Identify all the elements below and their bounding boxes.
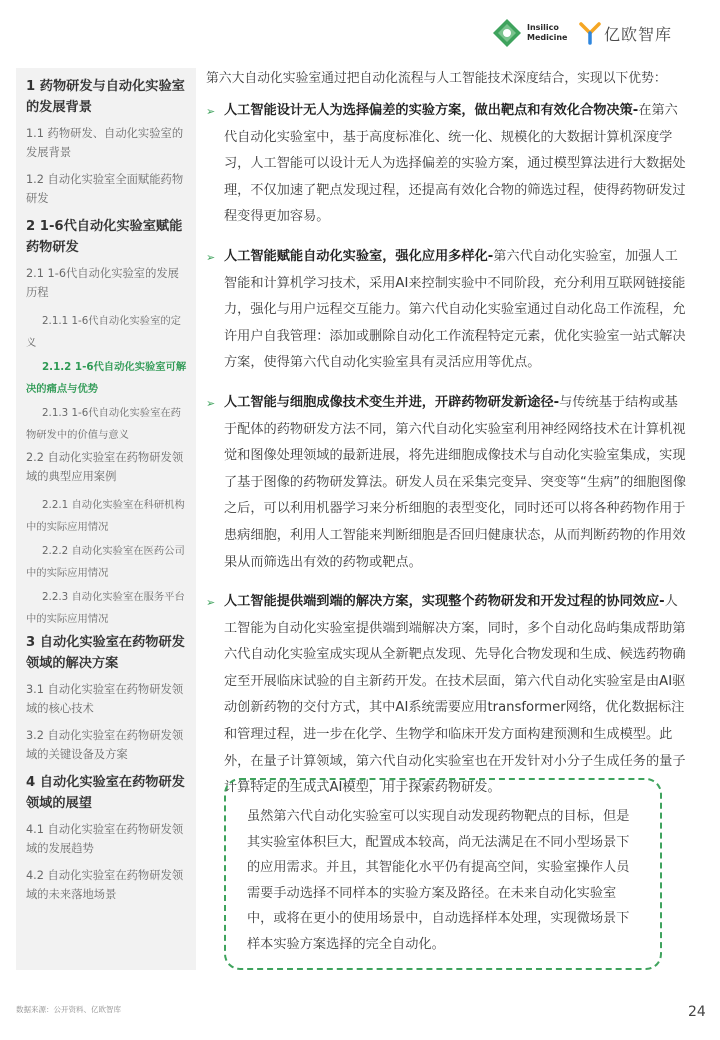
advantage-body: 第六代自动化实验室，加强人工智能和计算机学习技术，采用AI来控制实验中不同阶段，充分利用互联网链接能力，强化与用户远程交互能力。第六代自动化实验室通过自动化岛工作流程，允许用户自我管理：添加或删除自动化工作流程特定元素，优化实验室一站式解决方案，使得第六代自动化实验室具有灵活应用等优点。 xyxy=(224,248,686,371)
insilico-logo-line1: Insilico xyxy=(527,23,559,32)
toc-item-label: 3.1 自动化实验室在药物研发领域的核心技术 xyxy=(26,683,184,715)
advantage-item xyxy=(206,98,690,231)
yiou-logo-text: 亿欧智库 xyxy=(604,24,673,44)
advantage-item xyxy=(206,589,690,802)
advantage-text xyxy=(224,98,690,231)
toc-item-label: 2.2.3 自动化实验室在服务平台中的实际应用情况 xyxy=(26,591,185,625)
toc-item-label: 4.1 自动化实验室在药物研发领域的发展趋势 xyxy=(26,823,184,855)
insilico-logo-line2: Medicine xyxy=(527,33,568,42)
summary-callout-box xyxy=(224,778,662,970)
insilico-diamond-icon xyxy=(492,18,522,48)
toc-item-label: 4.2 自动化实验室在药物研发领域的未来落地场景 xyxy=(26,869,184,901)
toc-item-label: 4 自动化实验室在药物研发领域的展望 xyxy=(26,775,185,811)
toc-item-6[interactable] xyxy=(26,310,188,354)
toc-item-label: 2.2.1 自动化实验室在科研机构中的实际应用情况 xyxy=(26,499,185,533)
toc-item-14[interactable] xyxy=(26,680,188,718)
advantage-item xyxy=(206,390,690,576)
advantage-body: 与传统基于结构或基于配体的药物研发方法不同，第六代自动化实验室利用神经网络技术在计算机视觉和图像处理领域的最新进展，将先进细胞成像技术与自动化实验室集成，实现了基于图像的药物研发算法。研发人员在采集完变异、突变等“生病”的细胞图像之后，可以利用机器学习来分析细胞的表型变化，同时还可以将各种药物作用于患病细胞，利用人工智能来判断细胞是否回归健康状态，从而判断药物的作用效果从而筛选出有效的药物或靶点。 xyxy=(224,394,687,570)
toc-item-label: 2.2.2 自动化实验室在医药公司中的实际应用情况 xyxy=(26,545,185,579)
toc-item-label: 1.1 药物研发、自动化实验室的发展背景 xyxy=(26,127,184,159)
main-content xyxy=(206,68,690,815)
yiou-think-tank-logo xyxy=(579,19,675,47)
advantage-heading: 人工智能设计无人为选择偏差的实验方案，做出靶点和有效化合物决策- xyxy=(224,103,639,118)
toc-item-17[interactable] xyxy=(26,820,188,858)
advantage-heading: 人工智能赋能自动化实验室，强化应用多样化- xyxy=(224,248,494,264)
toc-item-3[interactable] xyxy=(26,170,188,208)
toc-item-label: 2 1-6代自动化实验室赋能药物研发 xyxy=(26,219,183,255)
insilico-medicine-logo xyxy=(492,16,566,50)
toc-item-label: 2.1.3 1-6代自动化实验室在药物研发中的价值与意义 xyxy=(26,407,181,441)
toc-item-12[interactable] xyxy=(26,586,188,630)
advantage-text xyxy=(224,390,690,576)
advantage-text xyxy=(224,589,690,802)
toc-item-label: 2.2 自动化实验室在药物研发领域的典型应用案例 xyxy=(26,451,184,483)
toc-item-label: 3 自动化实验室在药物研发领域的解决方案 xyxy=(26,635,185,671)
toc-sidebar xyxy=(16,68,196,970)
toc-item-label: 1 药物研发与自动化实验室的发展背景 xyxy=(26,79,185,115)
toc-item-5[interactable] xyxy=(26,264,188,302)
advantage-heading: 人工智能提供端到端的解决方案，实现整个药物研发和开发过程的协同效应- xyxy=(224,594,665,610)
toc-item-15[interactable] xyxy=(26,726,188,764)
toc-item-label: 3.2 自动化实验室在药物研发领域的关键设备及方案 xyxy=(26,729,184,761)
toc-item-11[interactable] xyxy=(26,540,188,584)
toc-item-2[interactable] xyxy=(26,124,188,162)
intro-paragraph: 第六大自动化实验室通过把自动化流程与人工智能技术深度结合，实现以下优势： xyxy=(206,71,667,86)
toc-item-label: 1.2 自动化实验室全面赋能药物研发 xyxy=(26,173,184,205)
bullet-arrow-icon: ➢ xyxy=(206,396,216,410)
toc-item-4[interactable] xyxy=(26,216,188,258)
toc-item-9[interactable] xyxy=(26,448,188,486)
data-source-note: 数据来源：公开资料、亿欧智库 xyxy=(16,1005,121,1014)
bullet-arrow-icon: ➢ xyxy=(206,596,216,610)
toc-item-7[interactable] xyxy=(26,356,188,400)
toc-item-label: 2.1.2 1-6代自动化实验室可解决的痛点与优势 xyxy=(26,361,187,395)
toc-item-1[interactable] xyxy=(26,76,188,118)
advantages-list xyxy=(206,98,690,802)
callout-text: 虽然第六代自动化实验室可以实现自动发现药物靶点的目标，但是其实验室体积巨大，配置成本较高，尚无法满足在不同小型场景下的应用需求。并且，其智能化水平仍有提高空间，实验室操作人员需要手动选择不同样本的实验方案及路径。在未来自动化实验室中，或将在更小的使用场景中，自动选择样本处理，实现微场景下样本实验方案选择的完全自动化。 xyxy=(247,809,630,952)
yiou-mark-icon xyxy=(579,21,601,45)
toc-item-10[interactable] xyxy=(26,494,188,538)
advantage-body: 人工智能为自动化实验室提供端到端解决方案，同时，多个自动化岛屿集成帮助第六代自动化实验室成实现从全新靶点发现、先导化合物发现和生成、候选药物确定至开展临床试验的自主新药开发。在技术层面，第六代自动化实验室是由AI驱动创新药物的交付方式，其中AI系统需要应用transformer网络，优化数据标注和管理过程，进一步在化学、生物学和临床开发方面构建预测和生成模型。此外，在量子计算领域，第六代自动化实验室也在开发针对小分子生成任务的量子计算特定的生成式AI模型，用于探索药物研发。 xyxy=(224,594,686,796)
toc-item-13[interactable] xyxy=(26,632,188,674)
advantage-item xyxy=(206,244,690,377)
toc-item-18[interactable] xyxy=(26,866,188,904)
toc-item-label: 2.1.1 1-6代自动化实验室的定义 xyxy=(26,315,181,349)
bullet-arrow-icon: ➢ xyxy=(206,250,216,264)
toc-item-8[interactable] xyxy=(26,402,188,446)
toc-item-label: 2.1 1-6代自动化实验室的发展历程 xyxy=(26,267,179,299)
page-number: 24 xyxy=(688,1004,706,1020)
bullet-arrow-icon: ➢ xyxy=(206,105,216,118)
advantage-text xyxy=(224,244,690,377)
toc-item-16[interactable] xyxy=(26,772,188,814)
advantage-body: 在第六代自动化实验室中，基于高度标准化、统一化、规模化的大数据计算机深度学习，人工智能可以设计无人为选择偏差的实验方案，通过模型算法进行大数据处理，不仅加速了靶点发现过程，还提高有效化合物的筛选过程，使得药物研发过程变得更加容易。 xyxy=(224,103,686,225)
advantage-heading: 人工智能与细胞成像技术变生并进，开辟药物研发新途径- xyxy=(224,394,560,410)
